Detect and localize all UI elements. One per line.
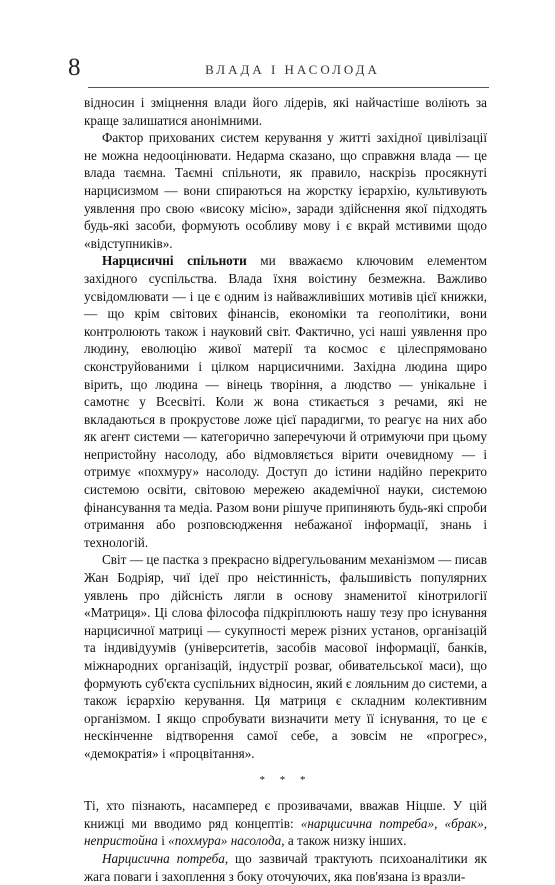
paragraph-6-text: , що зазвичай трактують психоаналітики як жага поваги і захоплення з боку оточуючих, яка пов'язана із вразли- — [84, 850, 488, 884]
term-narcissistic-communities: Нарцисичні спільноти — [102, 253, 247, 269]
paragraph-4: Світ — це пастка з прекрасно відрегульованим механізмом — писав Жан Бодріяр, чиї ідеї про неістинність, фальшивість популярних уявлень про дійсність лягли в основу знаменитої кінотрилогії «Матриця». Ці слова філософа підкріплюють нашу тезу про існування нарцисичної матриці — сукупності мереж різних установ, організацій та індивідуумів (університетів, засобів масової інформації, банків, міжнародних організацій, індустрії розваг, обивательської маси), що формують суб'єкта суспільних відносин, який є лояльним до системи, а також ієрархію керування. Ця матриця є складним колективним організмом. І якщо спробувати визначити мету її існування, то це є нескінченне відтворення самої себе, а зовсім не «прогрес», «демократія» і «процвітання». — [84, 552, 487, 761]
section-separator: * * * — [259, 773, 312, 786]
paragraph-1: відносин і зміцнення влади його лідерів, які найчастіше воліють за краще залишатися анонімними. — [84, 95, 487, 128]
body-text — [84, 94, 487, 885]
running-head: ВЛАДА І НАСОЛОДА — [205, 62, 380, 77]
concept-gloomy-enjoyment: «похмура» насолода — [168, 833, 282, 849]
paragraph-2: Фактор прихованих систем керування у житті західної цивілізації не можна недооцінювати. Недарма сказано, що справжня влада — це влада таємна. Таємні спільноти, як правило, наскрізь просякнуті нарцисизмом — вони спираються на жорстку ієрархію, культивують уявлення про свою «високу місію», заради здійснення якої підходять будь-які засоби, формують особливу мову і є вкрай мстивими щодо «відступників». — [84, 130, 487, 251]
paragraph-5-text-b: і — [157, 833, 169, 849]
paragraph-3 — [84, 252, 487, 551]
paragraph-6 — [84, 850, 487, 885]
paragraph-5-text-a: Ті, хто пізнають, насамперед є прозивачами, вважав Ніцше. У цій книжці ми вводимо ряд концептів: — [84, 798, 487, 831]
term-narcissistic-need: Нарцисична потреба — [102, 850, 225, 866]
concept-list-italic: «нарцисична потреба», «брак», непристойна — [84, 815, 487, 849]
page-number: 8 — [68, 54, 81, 81]
paragraph-3-text: ми вважаємо ключовим елементом західного суспільства. Влада їхня воістину безмежна. Важливо усвідомлювати — і це є одним із найважливіших мотивів цієї книжки,— що крім світових фінансів, економіки та геополітики, вони контролюють також і науковий світ. Фактично, усі наші уявлення про людину, еволюцію живої матерії та космос є цілеспрямовано сконструйованими і цілком нарцисичними. Західна людина щиро вірить, що людина — вінець творіння, а людство — унікальне і самотнє у Всесвіті. Коли ж вона стикається з речами, які не вкладаються в прокрустове ложе цієї парадигми, то реагує на них або як агент системи — категорично заперечуючи й отримуючи при цьому непристойну насолоду, або відмовляється вірити очевидному — і отримує «похмуру» насолоду. Доступ до істини надійно перекрито системою освіти, світовою мережею академічної науки, системою фінансування та медіа. Разом вони рішуче припиняють будь-які спроби отримання або розповсюдження небажаної інформації, знань і технологій. — [84, 253, 487, 550]
paragraph-5 — [84, 797, 487, 850]
header-rule — [88, 87, 489, 88]
paragraph-5-text-c: , а також низку інших. — [281, 833, 407, 849]
